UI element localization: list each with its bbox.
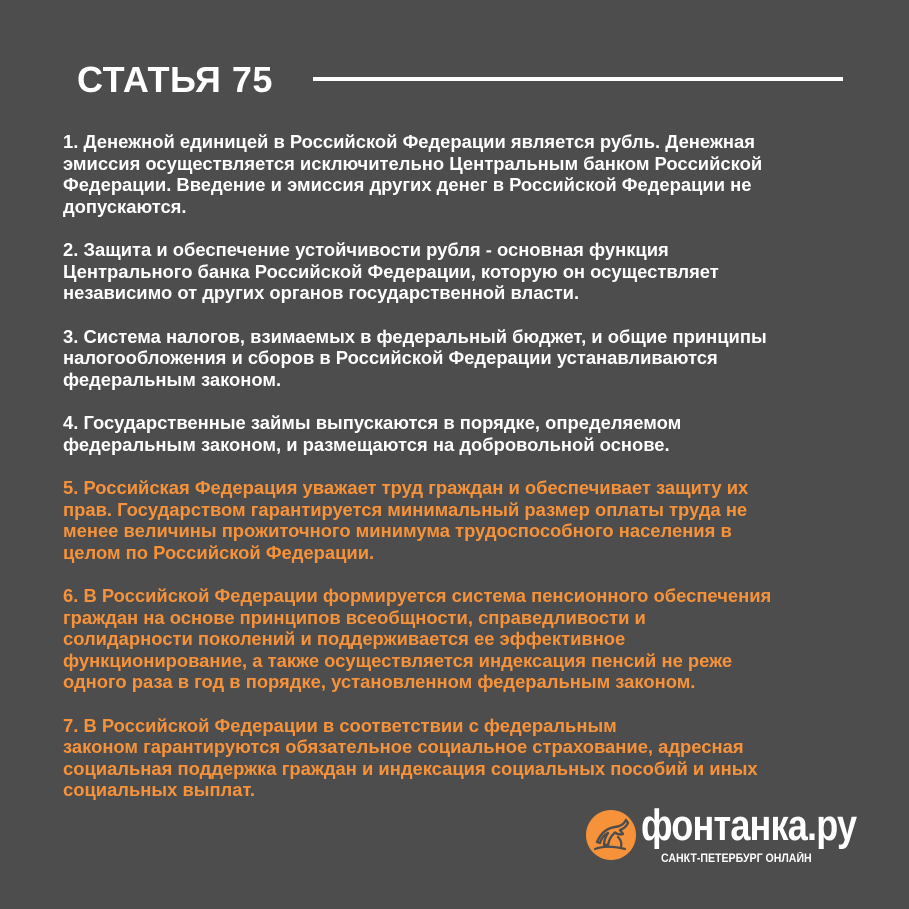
paragraph-3: 3. Система налогов, взимаемых в федеральный бюджет, и общие принципы налогообложения и сборов в Российской Федерации устанавливаются федеральным законом.: [63, 325, 767, 390]
logo-subtitle: САНКТ-ПЕТЕРБУРГ ОНЛАЙН: [661, 853, 812, 865]
paragraph-5: 5. Российская Федерация уважает труд граждан и обеспечивает защиту их прав. Государством гарантируется минимальный размер оплаты труда не менее величины прожиточного минимума трудоспособного населения в целом по Российской Федерации.: [63, 477, 749, 563]
fontanka-logo: [585, 801, 857, 875]
paragraph-1: 1. Денежной единицей в Российской Федерации является рубль. Денежная эмиссия осуществляется исключительно Центральным банком Российской Федерации. Введение и эмиссия других денег в Российской Федерации не допускаются.: [63, 131, 763, 217]
article-body: [63, 131, 853, 823]
logo-wordmark: фонтанка.ру: [641, 801, 857, 850]
article-title: СТАТЬЯ 75: [77, 59, 273, 100]
paragraph-7: 7. В Российской Федерации в соответствии с федеральным законом гарантируются обязательное социальное страхование, адресная социальная поддержка граждан и индексация социальных пособий и иных социальных выплат.: [63, 714, 758, 800]
header: [77, 58, 843, 102]
fontanka-horse-emblem-icon: [585, 809, 637, 861]
title-divider: [313, 77, 843, 81]
paragraph-6: 6. В Российской Федерации формируется система пенсионного обеспечения граждан на основе принципов всеобщности, справедливости и солидарности поколений и поддерживается ее эффективное функционирование, а также осуществляется индексация пенсий не реже одного раза в год в порядке, установленном федеральным законом.: [63, 585, 772, 692]
paragraph-4: 4. Государственные займы выпускаются в порядке, определяемом федеральным законом, и размещаются на добровольной основе.: [63, 412, 682, 455]
paragraph-2: 2. Защита и обеспечение устойчивости рубля - основная функция Центрального банка Российской Федерации, которую он осуществляет независимо от других органов государственной власти.: [63, 239, 719, 303]
